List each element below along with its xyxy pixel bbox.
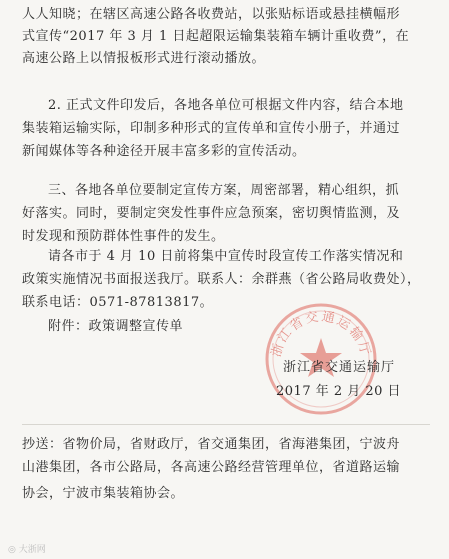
issuer-name: 浙江省交通运输厅 <box>283 360 396 375</box>
watermark-logo <box>8 542 46 555</box>
cc-line-3: 协会，宁波市集装箱协会。 <box>22 486 185 501</box>
cc-line-2: 山港集团，各市公路局，各高速公路经营管理单位，省道路运输 <box>22 460 401 475</box>
issue-date: 2017 年 2 月 20 日 <box>276 384 402 399</box>
official-seal <box>262 300 380 418</box>
watermark-icon: ◎ <box>8 545 16 555</box>
para4-line-2: 政策实施情况书面报送我厅。联系人：余群燕（省公路局收费处）， <box>22 272 421 287</box>
para1-line-3: 高速公路上以情报板形式进行滚动播放。 <box>22 51 266 66</box>
para2-line-3: 新闻媒体等各种途径开展丰富多彩的宣传活动。 <box>22 144 306 159</box>
para4-line-3: 联系电话：0571-87813817。 <box>22 295 214 310</box>
watermark-text: 大浙网 <box>18 545 46 555</box>
para1-line-1: 人人知晓；在辖区高速公路各收费站，以张贴标语或悬挂横幅形 <box>22 7 401 22</box>
para2-line-1: 2. 正式文件印发后，各地各单位可根据文件内容，结合本地 <box>48 98 404 113</box>
attachment-line: 附件：政策调整宣传单 <box>48 319 184 334</box>
seal-text: 浙江省交通运输厅 <box>268 309 374 359</box>
para3-line-3: 时发现和预防群体性事件的发生。 <box>22 229 225 244</box>
cc-line-1: 抄送：省物价局，省财政厅，省交通集团，省海港集团，宁波舟 <box>22 437 401 452</box>
para3-line-1: 三、各地各单位要制定宣传方案，周密部署，精心组织，抓 <box>48 183 400 198</box>
para2-line-2: 集装箱运输实际，印制多种形式的宣传单和宣传小册子，并通过 <box>22 121 401 136</box>
cc-divider <box>22 424 430 425</box>
para4-line-1: 请各市于 4 月 10 日前将集中宣传时段宣传工作落实情况和 <box>48 249 404 264</box>
para3-line-2: 好落实。同时，要制定突发性事件应急预案，密切舆情监测，及 <box>22 206 401 221</box>
para1-line-2: 式宣传“2017 年 3 月 1 日起超限运输集装箱车辆计重收费”，在 <box>22 29 410 44</box>
